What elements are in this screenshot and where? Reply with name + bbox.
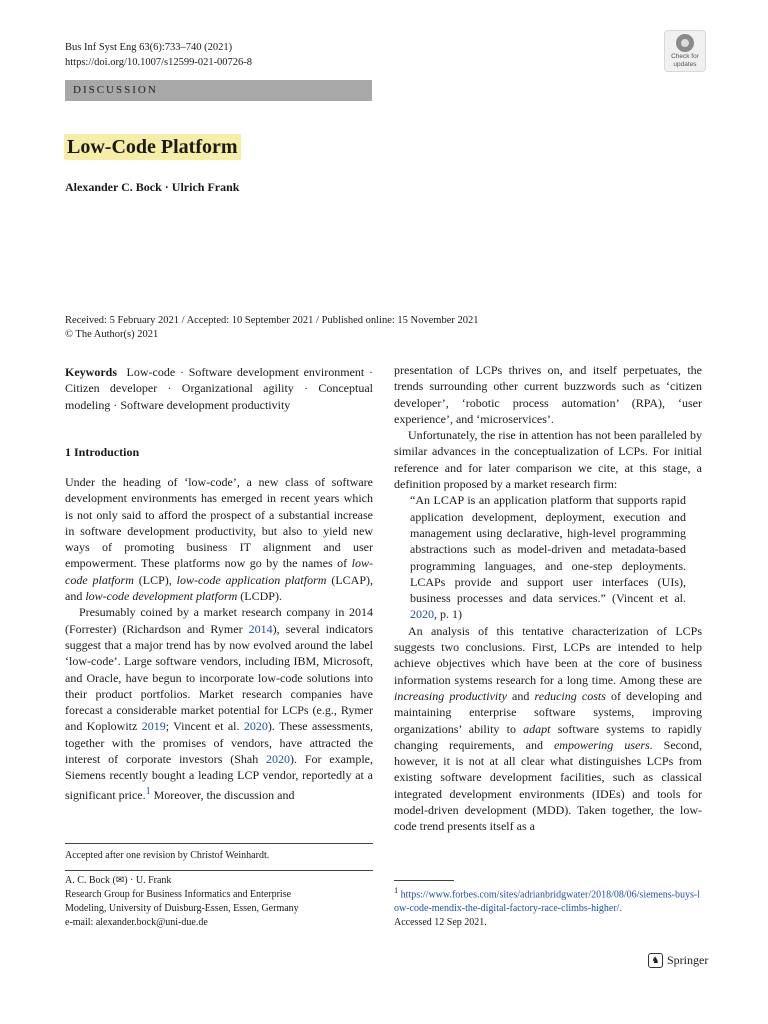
right-paragraph-3: An analysis of this tentative characterization of LCPs suggests two conclusions. First, LCPs are intended to help achieve objectives which have been at the core of business information systems research for a long time. Among these are increasing productivity and reducing costs of developing and maintaining enterprise software systems, improving organizations’ ability to adapt software systems to rapidly changing requirements, and empowering users. Second, however, it is not at all clear what distinguishes LCPs from existing software development facilities, such as classical integrated development environments (IDEs) and tools for model-driven development (MDD). Taken together, the low-code trend presents itself as a [394, 623, 702, 834]
check-for-updates-badge[interactable] [664, 30, 706, 72]
divider [65, 870, 373, 871]
email[interactable]: e-mail: alexander.bock@uni-due.de [65, 917, 208, 928]
right-column [394, 362, 702, 835]
crossmark-icon [676, 34, 694, 52]
right-paragraph-2: Unfortunately, the rise in attention has not been paralleled by similar advances in the conceptualization of LCPs. For initial reference and for later comparison we cite, at this stage, a definition proposed by a market research firm: [394, 428, 702, 492]
citation-link[interactable]: 2020 [266, 752, 291, 767]
accepted-note: Accepted after one revision by Christof Weinhardt. [65, 850, 270, 861]
footnote-accessed: Accessed 12 Sep 2021. [394, 917, 487, 929]
copyright-line: © The Author(s) 2021 [65, 329, 159, 340]
publication-dates [65, 314, 479, 342]
divider [65, 843, 373, 844]
keywords-label: Keywords [65, 365, 117, 379]
footnote-url[interactable]: https://www.forbes.com/sites/adrianbridgwater/2018/08/06/siemens-buys-low-code-mendix-the-digital-factory-race-climbs-higher/. [394, 889, 700, 915]
publisher-logo [648, 953, 708, 968]
journal-header [65, 40, 252, 70]
footnote [394, 884, 704, 930]
intro-body [65, 474, 373, 803]
definition-quote: “An LCAP is an application platform that supports rapid application development, deployment, execution and management using declarative, high-level programming abstractions such as model-driven and metadata-based programming languages, and one-step deployments. LCAPs provide and support user interfaces (UIs), business processes and data services.” (Vincent et al. 2020, p. 1) [410, 493, 686, 622]
keywords [65, 364, 373, 413]
intro-paragraph-2: Presumably coined by a market research company in 2014 (Forrester) (Richardson and Rymer 2014), several indicators suggest that a major trend has by now evolved around the label ‘low-code’. Large software vendors, including IBM, Microsoft, and Oracle, have begun to incorporate low-code solutions into their product portfolios. Market research companies have forecast a considerable market potential for LCPs (e.g., Rymer and Koplowitz 2019; Vincent et al. 2020). These assessments, together with the promises of vendors, have attracted the interest of corporate investors (Shah 2020). For example, Siemens recently bought a leading LCP vendor, reportedly at a significant price.$^1$ Moreover, the discussion and [65, 605, 373, 802]
citation-link[interactable]: 2014 [248, 621, 273, 636]
journal-citation: Bus Inf Syst Eng 63(6):733–740 (2021) [65, 42, 233, 53]
intro-paragraph-1: Under the heading of ‘low-code’, a new class of software development environments has emerged in recent years which is not only said to afford the prospect of a substantial increase in software development productivity, but also to yield new ways of promoting business IT alignment and user empowerment. These platforms now go by the names of low-code platform (LCP), low-code application platform (LCAP), and low-code development platform (LCDP). [65, 475, 373, 604]
keywords-text: Low-code · Software development environment · Citizen developer · Organizational agility · Conceptual modeling · Software development productivity [65, 365, 373, 412]
affiliation: A. C. Bock (✉) · U. Frank Research Group for Business Informatics and Enterprise Modeling, University of Duisburg-Essen, Essen, Germany e-mail: alexander.bock@uni-due.de [65, 875, 299, 928]
citation-link[interactable]: 2019 [141, 719, 166, 734]
intro-heading: 1 Introduction [65, 445, 140, 459]
badge-line2: updates [673, 61, 697, 68]
citation-link[interactable]: 2020 [243, 719, 268, 734]
dates-line: Received: 5 February 2021 / Accepted: 10 September 2021 / Published online: 15 November 2021 [65, 315, 479, 326]
section-label: DISCUSSION [65, 80, 372, 101]
article-title: Low-Code Platform [64, 134, 241, 160]
springer-horse-icon: ♞ [648, 953, 663, 968]
citation-link[interactable]: 2020 [410, 607, 434, 622]
publisher-name: Springer [667, 953, 709, 967]
right-paragraph-1: presentation of LCPs thrives on, and itself perpetuates, the trends surrounding other current buzzwords such as ‘citizen developer’, ‘robotic process automation’ (RPA), ‘user experience’, and ‘microservices’. [394, 363, 702, 426]
doi-link[interactable]: https://doi.org/10.1007/s12599-021-00726-8 [65, 57, 253, 68]
badge-line1: Check for [671, 53, 699, 60]
footnote-divider [394, 880, 454, 881]
footnote-number: 1 [394, 886, 399, 895]
authors: Alexander C. Bock · Ulrich Frank [65, 180, 240, 194]
footnote-ref[interactable]: 1 [145, 785, 151, 797]
